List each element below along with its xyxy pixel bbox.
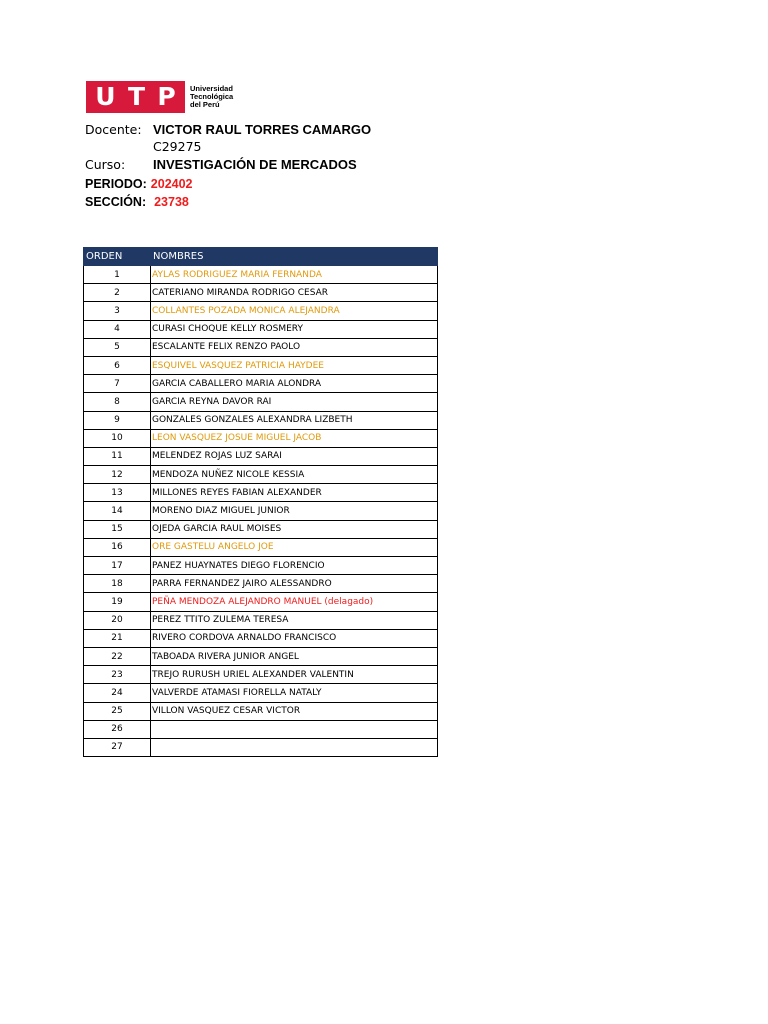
- curso-name: INVESTIGACIÓN DE MERCADOS: [153, 157, 357, 172]
- logo-letter-t: T: [127, 82, 145, 111]
- cell-nombre: LEON VASQUEZ JOSUE MIGUEL JACOB: [151, 429, 438, 447]
- cell-orden: 15: [84, 520, 151, 538]
- cell-nombre: VILLON VASQUEZ CESAR VICTOR: [151, 702, 438, 720]
- cell-nombre: MORENO DIAZ MIGUEL JUNIOR: [151, 502, 438, 520]
- cell-nombre: PARRA FERNANDEZ JAIRO ALESSANDRO: [151, 575, 438, 593]
- cell-orden: 2: [84, 284, 151, 302]
- table-row: [84, 557, 438, 575]
- table-row: [84, 320, 438, 338]
- header-orden: ORDEN: [84, 248, 151, 266]
- table-row: [84, 466, 438, 484]
- utp-logo: [86, 81, 233, 113]
- cell-nombre: PANEZ HUAYNATES DIEGO FLORENCIO: [151, 557, 438, 575]
- periodo-label: PERIODO:: [85, 177, 147, 191]
- cell-orden: 3: [84, 302, 151, 320]
- cell-orden: 14: [84, 502, 151, 520]
- cell-nombre: [151, 738, 438, 756]
- docente-name: VICTOR RAUL TORRES CAMARGO: [153, 122, 372, 137]
- logo-letter-p: P: [157, 82, 176, 111]
- cell-nombre: OJEDA GARCIA RAUL MOISES: [151, 520, 438, 538]
- logo-line-3: del Perú: [190, 100, 220, 109]
- cell-nombre: GARCIA REYNA DAVOR RAI: [151, 393, 438, 411]
- table-row: [84, 720, 438, 738]
- cell-nombre: MILLONES REYES FABIAN ALEXANDER: [151, 484, 438, 502]
- logo-letter-u: U: [95, 82, 116, 111]
- seccion-label: SECCIÓN:: [85, 195, 147, 209]
- table-row: [84, 447, 438, 465]
- cell-nombre: ORE GASTELU ANGELO JOE: [151, 538, 438, 556]
- table-row: [84, 684, 438, 702]
- cell-nombre: VALVERDE ATAMASI FIORELLA NATALY: [151, 684, 438, 702]
- cell-nombre: ESQUIVEL VASQUEZ PATRICIA HAYDEE: [151, 356, 438, 374]
- table-row: [84, 393, 438, 411]
- cell-nombre: CATERIANO MIRANDA RODRIGO CESAR: [151, 284, 438, 302]
- table-row: [84, 356, 438, 374]
- cell-nombre: COLLANTES POZADA MONICA ALEJANDRA: [151, 302, 438, 320]
- cell-nombre: TABOADA RIVERA JUNIOR ANGEL: [151, 647, 438, 665]
- cell-orden: 13: [84, 484, 151, 502]
- seccion-value: 23738: [154, 195, 189, 209]
- table-row: [84, 502, 438, 520]
- cell-orden: 23: [84, 666, 151, 684]
- table-row: [84, 375, 438, 393]
- logo-line-1: Universidad: [190, 84, 233, 93]
- cell-nombre: PEÑA MENDOZA ALEJANDRO MANUEL (delagado): [151, 593, 438, 611]
- cell-orden: 17: [84, 557, 151, 575]
- curso-label: Curso:: [85, 157, 126, 172]
- logo-line-2: Tecnológica: [190, 92, 234, 101]
- table-row: [84, 484, 438, 502]
- cell-nombre: GARCIA CABALLERO MARIA ALONDRA: [151, 375, 438, 393]
- cell-nombre: MENDOZA NUÑEZ NICOLE KESSIA: [151, 466, 438, 484]
- cell-orden: 4: [84, 320, 151, 338]
- cell-orden: 10: [84, 429, 151, 447]
- table-row: [84, 284, 438, 302]
- table-row: [84, 593, 438, 611]
- periodo-row: [85, 176, 193, 191]
- cell-orden: 22: [84, 647, 151, 665]
- table-row: [84, 575, 438, 593]
- cell-nombre: GONZALES GONZALES ALEXANDRA LIZBETH: [151, 411, 438, 429]
- docente-label: Docente:: [85, 122, 142, 137]
- cell-nombre: RIVERO CORDOVA ARNALDO FRANCISCO: [151, 629, 438, 647]
- logo-wordmark: [190, 85, 233, 109]
- docente-code-row: [85, 139, 202, 154]
- header-nombres: NOMBRES: [151, 248, 438, 266]
- table-row: [84, 429, 438, 447]
- cell-orden: 21: [84, 629, 151, 647]
- table-row: [84, 520, 438, 538]
- cell-orden: 24: [84, 684, 151, 702]
- seccion-row: [85, 194, 189, 209]
- utp-logo-mark: [86, 81, 185, 113]
- curso-row: [85, 157, 357, 172]
- cell-nombre: [151, 720, 438, 738]
- cell-nombre: CURASI CHOQUE KELLY ROSMERY: [151, 320, 438, 338]
- cell-orden: 8: [84, 393, 151, 411]
- table-row: [84, 647, 438, 665]
- table-row: [84, 302, 438, 320]
- cell-orden: 9: [84, 411, 151, 429]
- docente-row: [85, 122, 371, 137]
- cell-nombre: AYLAS RODRIGUEZ MARIA FERNANDA: [151, 266, 438, 284]
- cell-orden: 11: [84, 447, 151, 465]
- table-row: [84, 338, 438, 356]
- cell-nombre: TREJO RURUSH URIEL ALEXANDER VALENTIN: [151, 666, 438, 684]
- cell-orden: 7: [84, 375, 151, 393]
- cell-orden: 5: [84, 338, 151, 356]
- periodo-value: 202402: [150, 177, 193, 191]
- table-row: [84, 666, 438, 684]
- cell-orden: 6: [84, 356, 151, 374]
- table-row: [84, 266, 438, 284]
- table-row: [84, 629, 438, 647]
- cell-nombre: ESCALANTE FELIX RENZO PAOLO: [151, 338, 438, 356]
- student-roster-table: [83, 247, 438, 757]
- cell-orden: 18: [84, 575, 151, 593]
- table-row: [84, 538, 438, 556]
- cell-orden: 27: [84, 738, 151, 756]
- docente-code: C29275: [153, 139, 202, 154]
- cell-orden: 12: [84, 466, 151, 484]
- table-row: [84, 611, 438, 629]
- cell-nombre: MELENDEZ ROJAS LUZ SARAI: [151, 447, 438, 465]
- table-row: [84, 411, 438, 429]
- cell-orden: 16: [84, 538, 151, 556]
- cell-orden: 1: [84, 266, 151, 284]
- cell-orden: 20: [84, 611, 151, 629]
- roster-body: [84, 266, 438, 757]
- cell-orden: 25: [84, 702, 151, 720]
- table-row: [84, 702, 438, 720]
- table-row: [84, 738, 438, 756]
- table-header-row: [84, 248, 438, 266]
- cell-orden: 26: [84, 720, 151, 738]
- cell-orden: 19: [84, 593, 151, 611]
- cell-nombre: PEREZ TTITO ZULEMA TERESA: [151, 611, 438, 629]
